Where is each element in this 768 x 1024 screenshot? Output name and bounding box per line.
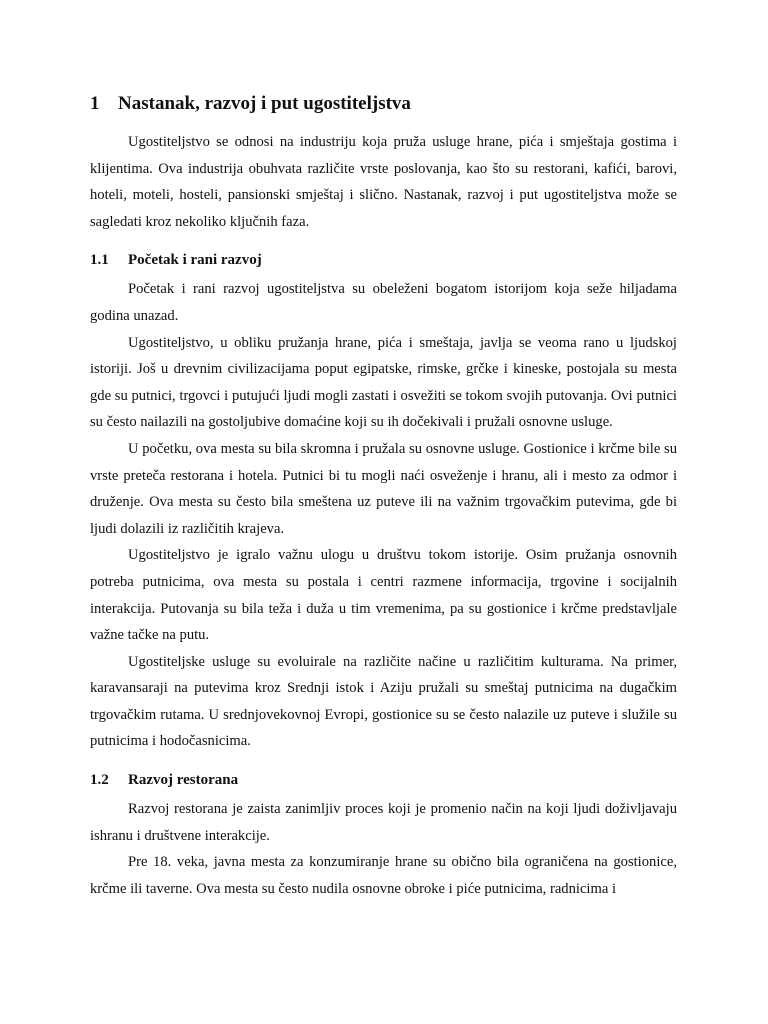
subsection-heading-1-1	[90, 247, 677, 273]
document-body	[90, 88, 677, 902]
paragraph: Ugostiteljstvo, u obliku pružanja hrane, pića i smeštaja, javlja se veoma rano u ljudskoj istoriji. Još u drevnim civilizacijama poput egipatske, rimske, grčke i kineske, postojala su mesta gde su putnici, trgovci i putujući ljudi mogli zastati i osvežiti se tokom svojih putovanja. Ovi putnici su često nailazili na gostoljubive domaćine koji su ih dočekivali i pružali osnovne usluge.	[90, 334, 677, 431]
subsection-number: 1.2	[90, 772, 109, 789]
section-heading	[90, 88, 677, 120]
paragraph: Ugostiteljske usluge su evoluirale na različite načine u različitim kulturama. Na primer, karavansaraji na putevima kroz Srednji istok i Aziju pružali su smeštaj putnicima na dugačkim trgovačkim rutama. U srednjovekovnoj Evropi, gostionice su se često nalazile uz puteve i služile su putnicima i hodočasnicima.	[90, 653, 677, 750]
section-number: 1	[90, 93, 100, 114]
subsection-heading-1-2	[90, 767, 677, 793]
paragraph: Početak i rani razvoj ugostiteljstva su obeleženi bogatom istorijom koja seže hiljadama godina unazad.	[90, 281, 677, 324]
subsection-title: Razvoj restorana	[128, 772, 239, 789]
paragraph: Pre 18. veka, javna mesta za konzumiranje hrane su obično bila ograničena na gostionice, krčme ili taverne. Ova mesta su često nudila osnovne obroke i piće putnicima, radnicima i	[90, 854, 677, 897]
paragraph: Razvoj restorana je zaista zanimljiv proces koji je promenio način na koji ljudi doživljavaju ishranu i društvene interakcije.	[90, 801, 677, 844]
section-title: Nastanak, razvoj i put ugostiteljstva	[118, 93, 411, 114]
subsection-number: 1.1	[90, 252, 109, 269]
paragraph: Ugostiteljstvo je igralo važnu ulogu u društvu tokom istorije. Osim pružanja osnovnih potreba putnicima, ova mesta su postala i centri razmene informacija, trgovine i socijalnih interakcija. Putovanja su bila teža i duža u tim vremenima, pa su gostionice i krčme predstavljale važne tačke na putu.	[90, 547, 677, 644]
section-intro-paragraph: Ugostiteljstvo se odnosi na industriju koja pruža usluge hrane, pića i smještaja gostima i klijentima. Ova industrija obuhvata različite vrste poslovanja, kao što su restorani, kafići, barovi, hoteli, moteli, hosteli, pansionski smještaj i slično. Nastanak, razvoj i put ugostiteljstva može se sagledati kroz nekoliko ključnih faza.	[90, 134, 677, 230]
paragraph: U početku, ova mesta su bila skromna i pružala su osnovne usluge. Gostionice i krčme bile su vrste preteča restorana i hotela. Putnici bi tu mogli naći osveženje i hranu, ali i mesto za odmor i druženje. Ova mesta su često bila smeštena uz puteve ili na važnim trgovačkim putevima, gde bi ljudi dolazili iz različitih krajeva.	[90, 440, 677, 537]
subsection-title: Početak i rani razvoj	[128, 252, 262, 269]
